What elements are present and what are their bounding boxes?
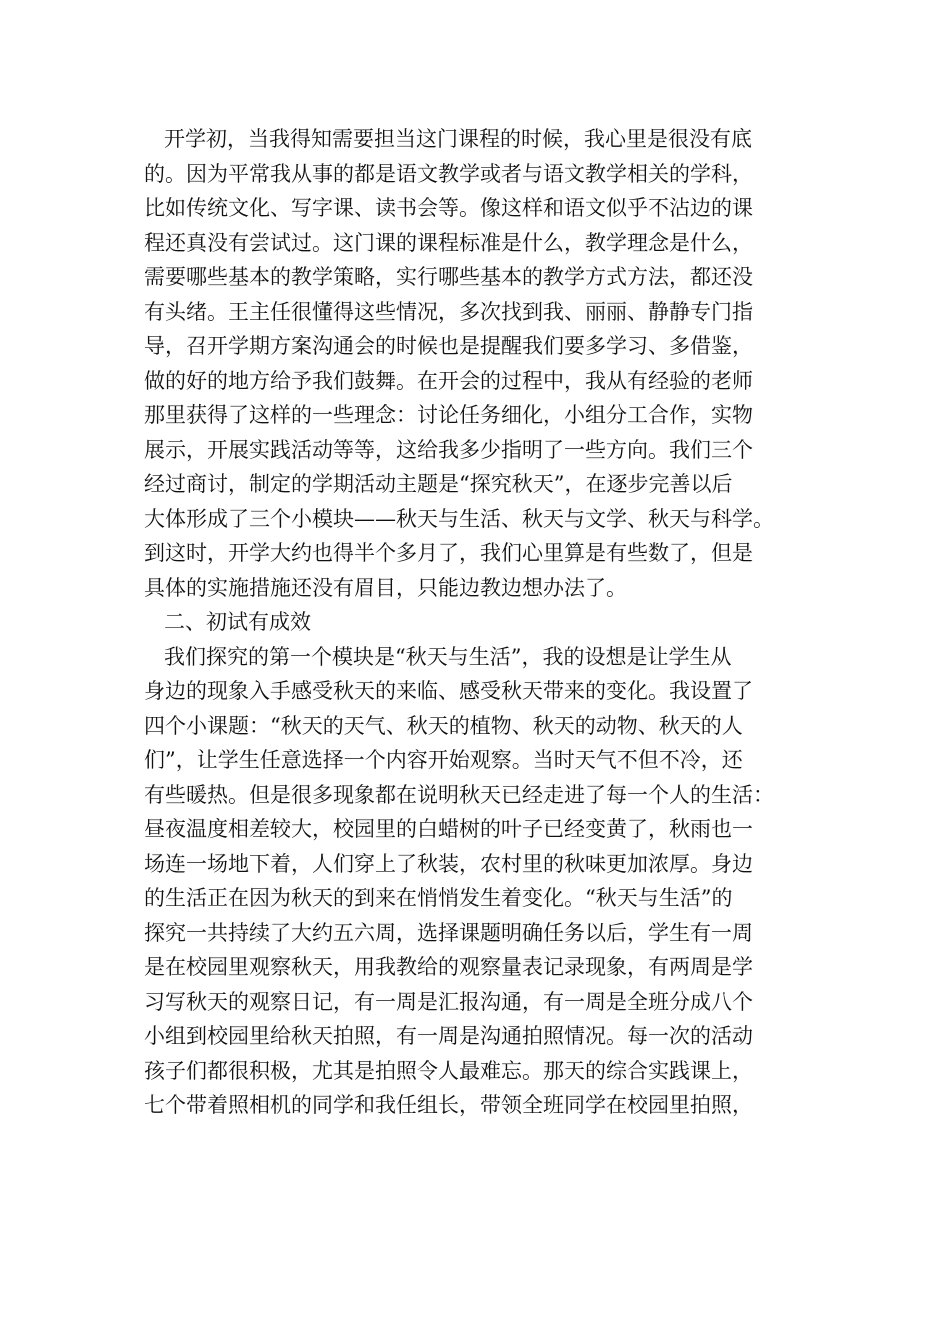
- paragraph-line: 大体形成了三个小模块——秋天与生活、秋天与文学、秋天与科学。: [144, 506, 774, 531]
- paragraph-line: 有些暖热。但是很多现象都在说明秋天已经走进了每一个人的生活：: [144, 782, 774, 807]
- paragraph-line: 经过商讨，制定的学期活动主题是“探究秋天”，在逐步完善以后: [144, 472, 733, 496]
- paragraph-line: 需要哪些基本的教学策略，实行哪些基本的教学方式方法，都还没: [144, 265, 753, 289]
- paragraph-line: 四个小课题：“秋天的天气、秋天的植物、秋天的动物、秋天的人: [144, 713, 743, 738]
- paragraph-line: 小组到校园里给秋天拍照，有一周是沟通拍照情况。每一次的活动: [144, 1024, 753, 1048]
- paragraph-line: 开学初，当我得知需要担当这门课程的时候，我心里是很没有底: [164, 127, 752, 151]
- paragraph-line: 习写秋天的观察日记，有一周是汇报沟通，有一周是全班分成八个: [144, 989, 753, 1014]
- paragraph-line: 孩子们都很积极，尤其是拍照令人最难忘。那天的综合实践课上，: [144, 1058, 753, 1083]
- paragraph-line: 做的好的地方给予我们鼓舞。在开会的过程中，我从有经验的老师: [144, 368, 753, 393]
- paragraph-line: 是在校园里观察秋天，用我教给的观察量表记录现象，有两周是学: [144, 955, 753, 979]
- paragraph-line: 探究一共持续了大约五六周，选择课题明确任务以后，学生有一周: [144, 920, 753, 945]
- paragraph-line: 们”，让学生任意选择一个内容开始观察。当时天气不但不冷，还: [144, 748, 743, 772]
- body-text: [144, 122, 834, 1123]
- paragraph-line: 我们探究的第一个模块是“秋天与生活”，我的设想是让学生从: [164, 644, 732, 669]
- paragraph-line: 有头绪。王主任很懂得这些情况，多次找到我、丽丽、静静专门指: [144, 299, 753, 324]
- section-heading: 二、初试有成效: [164, 610, 311, 634]
- paragraph-line: 昼夜温度相差较大，校园里的白蜡树的叶子已经变黄了，秋雨也一: [144, 817, 753, 841]
- paragraph-line: 比如传统文化、写字课、读书会等。像这样和语文似乎不沾边的课: [144, 196, 753, 220]
- paragraph-line: 导，召开学期方案沟通会的时候也是提醒我们要多学习、多借鉴，: [144, 334, 753, 358]
- paragraph-line: 程还真没有尝试过。这门课的课程标准是什么，教学理念是什么，: [144, 230, 753, 255]
- paragraph-line: 七个带着照相机的同学和我任组长，带领全班同学在校园里拍照，: [144, 1093, 753, 1117]
- paragraph-line: 的。因为平常我从事的都是语文教学或者与语文教学相关的学科，: [144, 161, 753, 186]
- paragraph-line: 那里获得了这样的一些理念：讨论任务细化，小组分工合作，实物: [144, 403, 753, 427]
- paragraph-line: 展示，开展实践活动等等，这给我多少指明了一些方向。我们三个: [144, 437, 753, 462]
- paragraph-line: 的生活正在因为秋天的到来在悄悄发生着变化。“秋天与生活”的: [144, 886, 733, 910]
- paragraph-line: 到这时，开学大约也得半个多月了，我们心里算是有些数了，但是: [144, 541, 753, 565]
- paragraph-line: 身边的现象入手感受秋天的来临、感受秋天带来的变化。我设置了: [144, 679, 753, 703]
- paragraph-line: 场连一场地下着，人们穿上了秋装，农村里的秋味更加浓厚。身边: [144, 851, 753, 876]
- paragraph-line: 具体的实施措施还没有眉目，只能边教边想办法了。: [144, 575, 627, 600]
